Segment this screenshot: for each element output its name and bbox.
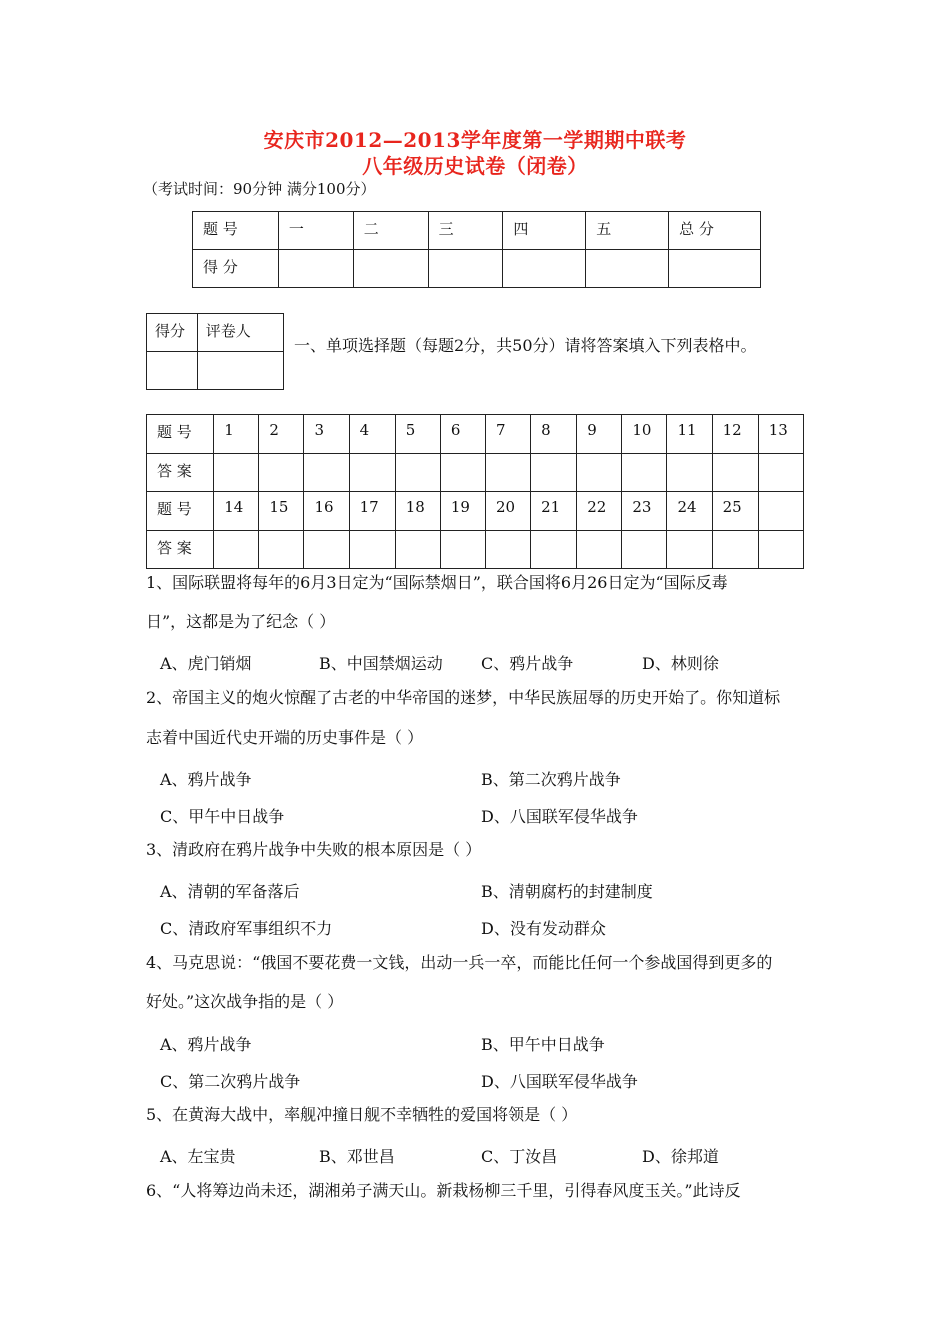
question-2-option-a: A、鸦片战争	[160, 770, 252, 789]
question-number: 2	[259, 415, 304, 454]
answer-cell[interactable]	[349, 531, 395, 569]
answer-cell[interactable]	[622, 454, 667, 492]
question-3-option-c: C、清政府军事组织不力	[160, 919, 333, 938]
answer-cell[interactable]	[214, 454, 259, 492]
answer-cell[interactable]	[577, 454, 622, 492]
answer-cell[interactable]	[440, 531, 485, 569]
grader-name-label: 评卷人	[197, 314, 283, 352]
answer-table-label: 答 案	[147, 454, 214, 492]
question-3-option-d: D、没有发动群众	[481, 919, 606, 938]
question-1-option-c: C、鸦片战争	[481, 654, 574, 673]
question-5-option-c: C、丁汝昌	[481, 1147, 558, 1166]
answer-cell[interactable]	[304, 531, 349, 569]
question-3-option-b: B、清朝腐朽的封建制度	[481, 882, 653, 901]
question-1-option-b: B、中国禁烟运动	[319, 654, 443, 673]
question-number: 7	[485, 415, 530, 454]
answer-cell[interactable]	[259, 531, 304, 569]
question-number: 20	[485, 492, 530, 531]
exam-info: （考试时间：90分钟 满分100分）	[143, 180, 376, 198]
question-number: 23	[622, 492, 667, 531]
grader-score-label: 得分	[147, 314, 198, 352]
question-number: 11	[667, 415, 712, 454]
question-number: 17	[349, 492, 395, 531]
question-number: 5	[395, 415, 440, 454]
question-4-option-b: B、甲午中日战争	[481, 1035, 605, 1054]
answer-cell[interactable]	[622, 531, 667, 569]
question-3-option-a: A、清朝的军备落后	[160, 882, 300, 901]
question-number: 18	[395, 492, 440, 531]
question-5-option-a: A、左宝贵	[160, 1147, 236, 1166]
question-3-line-1: 3、清政府在鸦片战争中失败的根本原因是（ ）	[146, 840, 482, 859]
score-cell[interactable]	[278, 250, 353, 288]
score-table-header: 二	[353, 212, 428, 250]
grader-score-cell[interactable]	[147, 352, 198, 390]
question-1-option-a: A、虎门销烟	[160, 654, 252, 673]
question-5-option-b: B、邓世昌	[319, 1147, 395, 1166]
score-table-header: 总 分	[669, 212, 761, 250]
answer-cell[interactable]	[395, 531, 440, 569]
question-number: 14	[214, 492, 259, 531]
question-2-option-c: C、甲午中日战争	[160, 807, 285, 826]
question-number: 3	[304, 415, 349, 454]
question-1-line-1: 1、国际联盟将每年的6月3日定为“国际禁烟日”，联合国将6月26日定为“国际反毒	[146, 573, 728, 592]
answer-table-label: 题 号	[147, 415, 214, 454]
question-6-line-1: 6、“人将筹边尚未还，湖湘弟子满天山。新栽杨柳三千里，引得春风度玉关。”此诗反	[146, 1181, 741, 1200]
answer-cell[interactable]	[214, 531, 259, 569]
question-2-option-d: D、八国联军侵华战争	[481, 807, 638, 826]
score-cell[interactable]	[669, 250, 761, 288]
answer-cell[interactable]	[259, 454, 304, 492]
answer-cell[interactable]	[304, 454, 349, 492]
score-table	[192, 211, 761, 288]
question-1-option-d: D、林则徐	[642, 654, 719, 673]
answer-cell[interactable]	[531, 531, 577, 569]
answer-cell[interactable]	[349, 454, 395, 492]
section1-heading: 一、单项选择题（每题2分，共50分）请将答案填入下列表格中。	[294, 336, 757, 355]
answer-cell[interactable]	[712, 531, 758, 569]
question-5-line-1: 5、在黄海大战中，率舰冲撞日舰不幸牺牲的爱国将领是（ ）	[146, 1105, 578, 1124]
question-2-line-1: 2、帝国主义的炮火惊醒了古老的中华帝国的迷梦，中华民族屈辱的历史开始了。你知道标	[146, 688, 781, 707]
exam-title-line2: 八年级历史试卷（闭卷）	[362, 154, 588, 178]
score-cell[interactable]	[428, 250, 503, 288]
answer-table-label: 答 案	[147, 531, 214, 569]
question-number: 21	[531, 492, 577, 531]
score-cell[interactable]	[503, 250, 586, 288]
answer-table	[146, 414, 804, 569]
score-table-header: 一	[278, 212, 353, 250]
question-number: 16	[304, 492, 349, 531]
question-number: 22	[577, 492, 622, 531]
answer-cell[interactable]	[577, 531, 622, 569]
score-row-label: 得 分	[193, 250, 279, 288]
answer-cell[interactable]	[485, 531, 530, 569]
question-number: 6	[440, 415, 485, 454]
answer-cell[interactable]	[440, 454, 485, 492]
grader-name-cell[interactable]	[197, 352, 283, 390]
question-number: 4	[349, 415, 395, 454]
question-4-option-c: C、第二次鸦片战争	[160, 1072, 301, 1091]
question-5-option-d: D、徐邦道	[642, 1147, 719, 1166]
question-2-line-2: 志着中国近代史开端的历史事件是（ ）	[146, 728, 424, 747]
answer-cell[interactable]	[758, 454, 803, 492]
question-1-line-2: 日”，这都是为了纪念（ ）	[146, 612, 336, 631]
question-number	[758, 492, 803, 531]
score-cell[interactable]	[586, 250, 669, 288]
question-number: 15	[259, 492, 304, 531]
question-number: 24	[667, 492, 712, 531]
score-table-header: 三	[428, 212, 503, 250]
answer-cell[interactable]	[712, 454, 758, 492]
grader-box	[146, 313, 284, 390]
question-4-option-a: A、鸦片战争	[160, 1035, 252, 1054]
question-4-line-1: 4、马克思说：“俄国不要花费一文钱，出动一兵一卒，而能比任何一个参战国得到更多的	[146, 953, 773, 972]
exam-title-line1: 安庆市2012—2013学年度第一学期期中联考	[263, 128, 687, 152]
score-table-header: 四	[503, 212, 586, 250]
answer-table-label: 题 号	[147, 492, 214, 531]
question-number: 12	[712, 415, 758, 454]
answer-cell[interactable]	[485, 454, 530, 492]
answer-cell[interactable]	[395, 454, 440, 492]
question-number: 19	[440, 492, 485, 531]
question-number: 25	[712, 492, 758, 531]
answer-cell[interactable]	[531, 454, 577, 492]
answer-cell[interactable]	[758, 531, 803, 569]
question-number: 9	[577, 415, 622, 454]
answer-cell[interactable]	[667, 454, 712, 492]
score-cell[interactable]	[353, 250, 428, 288]
question-4-line-2: 好处。”这次战争指的是（ ）	[146, 992, 344, 1011]
question-number: 1	[214, 415, 259, 454]
question-4-option-d: D、八国联军侵华战争	[481, 1072, 638, 1091]
question-number: 13	[758, 415, 803, 454]
question-2-option-b: B、第二次鸦片战争	[481, 770, 621, 789]
question-number: 8	[531, 415, 577, 454]
question-number: 10	[622, 415, 667, 454]
answer-cell[interactable]	[667, 531, 712, 569]
score-table-header: 题 号	[193, 212, 279, 250]
score-table-header: 五	[586, 212, 669, 250]
